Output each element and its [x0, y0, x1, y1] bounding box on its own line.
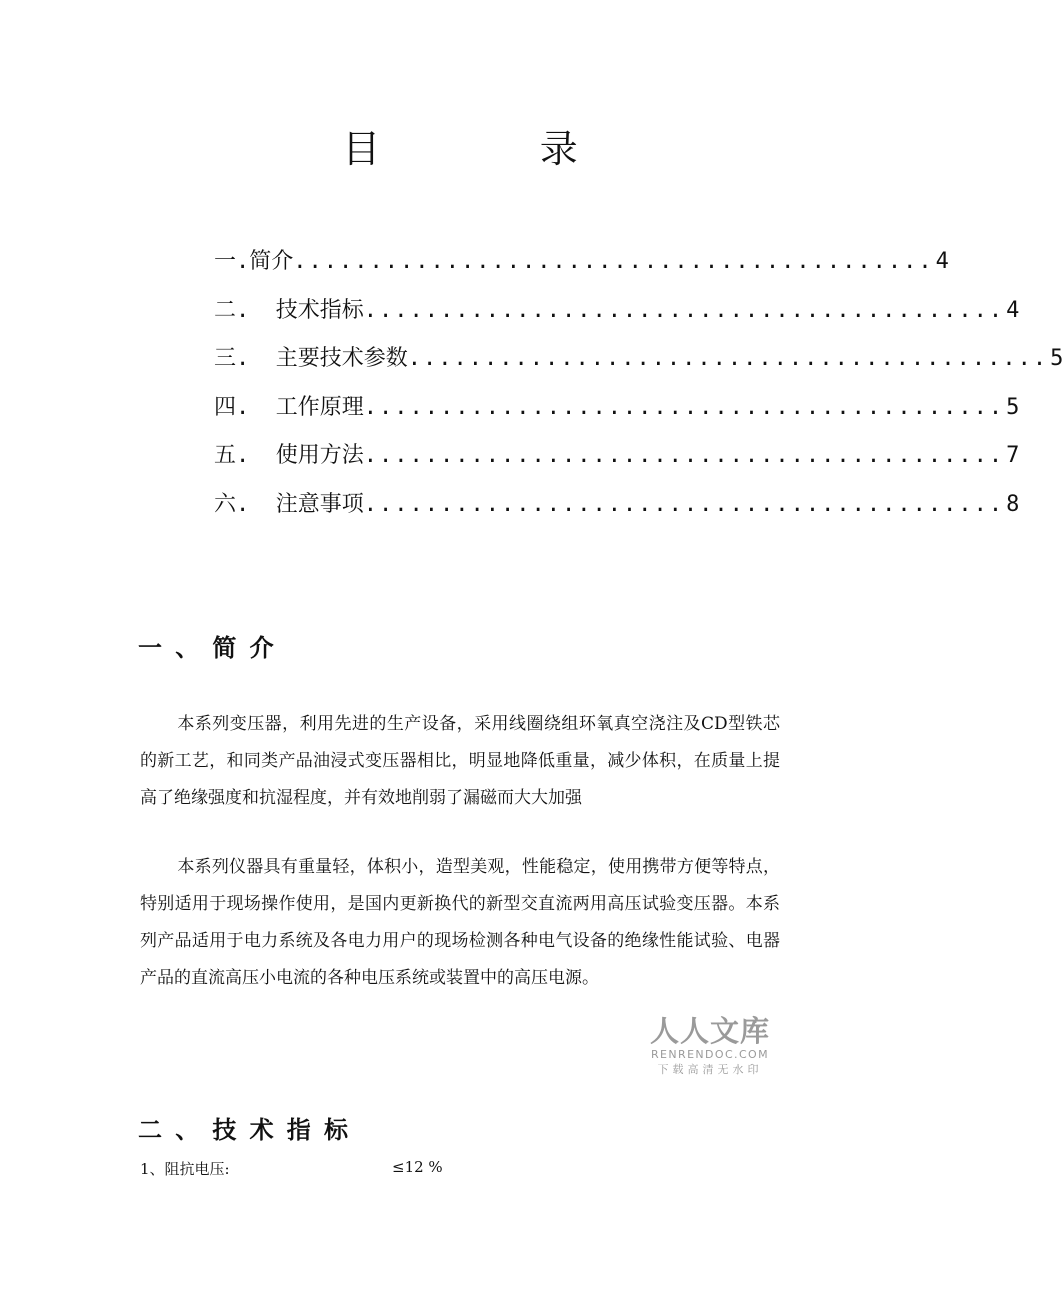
toc-leader-dots: .......................................... — [363, 491, 1005, 517]
section-heading-intro: 一、简介 — [138, 634, 287, 662]
toc-item-principle[interactable] — [214, 390, 1020, 439]
toc-item-parameters[interactable] — [214, 341, 1063, 390]
toc-item-label: 工作原理 — [275, 394, 364, 420]
section-heading-specs: 二、技术指标 — [138, 1116, 362, 1144]
toc-leader-dots: .......................................... — [363, 297, 1005, 323]
spec-label: 1、阻抗电压: — [140, 1160, 230, 1178]
spec-value: ≤12 % — [392, 1158, 443, 1176]
toc-item-label: 简介 — [249, 249, 294, 274]
toc-leader-dots: .......................................... — [407, 346, 1049, 371]
watermark-logo — [648, 1014, 772, 1078]
spec-row-impedance-voltage — [140, 1158, 443, 1179]
toc-item-page: 4 — [1006, 297, 1020, 323]
toc-item-number: 三. — [214, 346, 276, 371]
toc-title: 目 录 — [342, 127, 639, 171]
toc-item-page: 7 — [1006, 443, 1020, 468]
toc-leader-dots: .......................................... — [293, 249, 934, 274]
toc-leader-dots: .......................................... — [363, 443, 1005, 468]
toc-item-number: 一. — [214, 249, 250, 274]
intro-paragraph-1: 本系列变压器，利用先进的生产设备，采用线圈绕组环氧真空浇注及CD型铁芯的新工艺，和同类产品油浸式变压器相比，明显地降低重量，减少体积，在质量上提高了绝缘强度和抗湿程度，并有效地削弱了漏磁而大大加强 — [140, 714, 780, 808]
toc-item-number: 五. — [214, 443, 276, 468]
toc-item-specs[interactable] — [214, 293, 1020, 342]
toc-item-number: 二. — [214, 297, 276, 323]
watermark-brand: 人人文库 — [649, 1014, 770, 1048]
toc-item-usage[interactable] — [214, 438, 1020, 487]
intro-paragraph-2: 本系列仪器具有重量轻，体积小，造型美观，性能稳定，使用携带方便等特点，特别适用于现场操作使用，是国内更新换代的新型交直流两用高压试验变压器。本系列产品适用于电力系统及各电力用户的现场检测各种电气设备的绝缘性能试验、电器产品的直流高压小电流的各种电压系统或装置中的高压电源。 — [140, 857, 780, 988]
toc-item-page: 8 — [1006, 491, 1020, 517]
toc-item-label: 使用方法 — [275, 443, 364, 468]
toc-item-label: 注意事项 — [275, 491, 364, 517]
table-of-contents — [214, 244, 1063, 535]
toc-item-number: 四. — [214, 394, 276, 420]
watermark-tagline: 下载高清无水印 — [657, 1063, 763, 1076]
watermark-url: RENRENDOC.COM — [651, 1048, 769, 1061]
toc-item-intro[interactable] — [214, 244, 949, 293]
toc-item-notes[interactable] — [214, 487, 1020, 536]
toc-item-page: 5 — [1050, 346, 1063, 371]
toc-item-page: 5 — [1006, 394, 1020, 420]
toc-item-page: 4 — [935, 249, 949, 274]
toc-leader-dots: .......................................... — [363, 394, 1005, 420]
toc-item-label: 主要技术参数 — [275, 346, 408, 371]
toc-item-label: 技术指标 — [275, 297, 364, 323]
toc-item-number: 六. — [214, 491, 276, 517]
